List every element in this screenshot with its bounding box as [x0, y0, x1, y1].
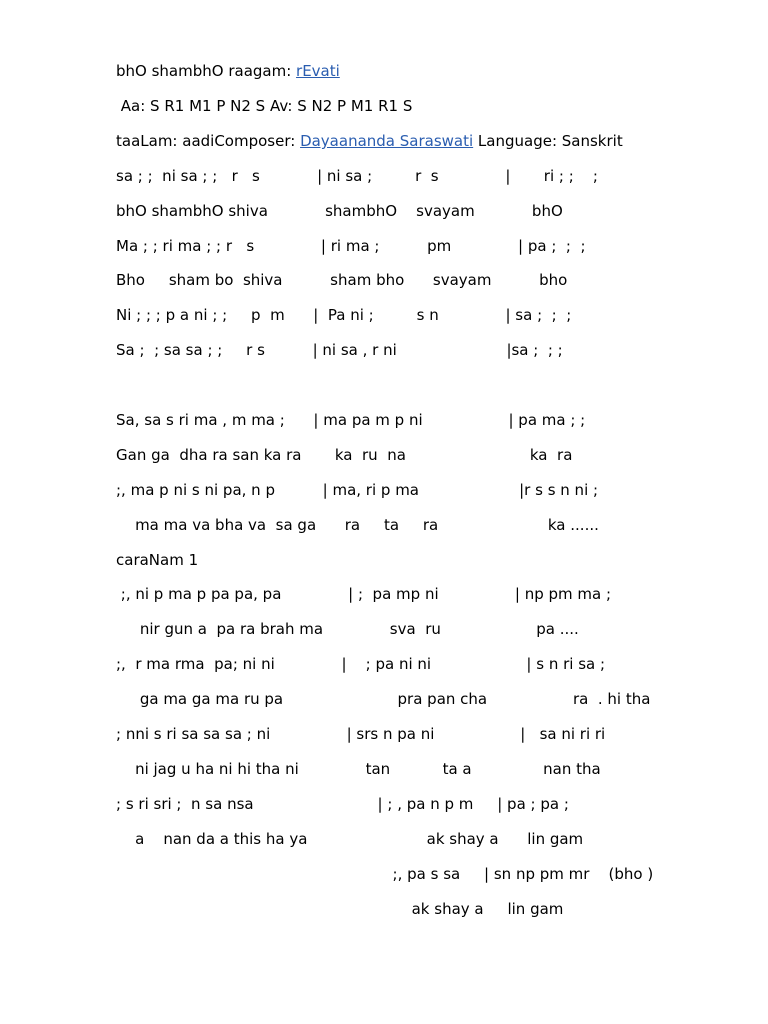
caranam-sahitya-line: ni jag u ha ni hi tha ni tan ta a nan tha	[116, 760, 601, 778]
anupallavi-swara-line: ;, ma p ni s ni pa, n p | ma, ri p ma |r s s n ni ;	[116, 481, 599, 499]
caranam-sahitya-line: ak shay a lin gam	[116, 900, 564, 918]
aa-av-text: Aa: S R1 M1 P N2 S Av: S N2 P M1 R1 S	[120, 97, 413, 115]
pallavi-swara-line: Sa ; ; sa sa ; ; r s | ni sa , r ni |sa ; ; ;	[116, 341, 563, 359]
anupallavi-sahitya-line: Gan ga dha ra san ka ra ka ru na ka ra	[116, 446, 573, 464]
pallavi-swara-line: Ni ; ; ; p a ni ; ; p m | Pa ni ; s n | sa ; ; ;	[116, 306, 572, 324]
title-line	[116, 62, 340, 80]
language-text: Language: Sanskrit	[473, 132, 623, 150]
caranam-sahitya-line: nir gun a pa ra brah ma sva ru pa ....	[116, 620, 579, 638]
taalam-composer-line	[116, 132, 623, 150]
composer-link[interactable]: Dayaananda Saraswati	[300, 132, 474, 150]
caranam-swara-line: ;, pa s sa | sn np pm mr (bho )	[116, 865, 654, 883]
anupallavi-sahitya-line: ma ma va bha va sa ga ra ta ra ka ......	[116, 516, 599, 534]
caranam-sahitya-line: a nan da a this ha ya ak shay a lin gam	[116, 830, 584, 848]
aarohanam-avarohanam-line	[116, 97, 412, 115]
raagam-link[interactable]: rEvati	[296, 62, 340, 80]
caranam-swara-line: ; s ri sri ; n sa nsa | ; , pa n p m | pa ; pa ;	[116, 795, 569, 813]
caranam-swara-line: ; nni s ri sa sa sa ; ni | srs n pa ni | sa ni ri ri	[116, 725, 606, 743]
taalam-prefix: taaLam: aadiComposer:	[116, 132, 301, 150]
pallavi-swara-line: sa ; ; ni sa ; ; r s | ni sa ; r s | ri ; ; ;	[116, 167, 598, 185]
caranam-sahitya-line: ga ma ga ma ru pa pra pan cha ra . hi tha	[116, 690, 651, 708]
title-prefix: bhO shambhO raagam:	[116, 62, 297, 80]
pallavi-swara-line: Ma ; ; ri ma ; ; r s | ri ma ; pm | pa ; ; ;	[116, 237, 586, 255]
caranam-heading: caraNam 1	[116, 551, 199, 569]
pallavi-sahitya-line: bhO shambhO shiva shambhO svayam bhO	[116, 202, 563, 220]
caranam-swara-line: ;, ni p ma p pa pa, pa | ; pa mp ni | np pm ma ;	[116, 585, 612, 603]
caranam-swara-line: ;, r ma rma pa; ni ni | ; pa ni ni | s n ri sa ;	[116, 655, 606, 673]
pallavi-sahitya-line: Bho sham bo shiva sham bho svayam bho	[116, 271, 568, 289]
anupallavi-swara-line: Sa, sa s ri ma , m ma ; | ma pa m p ni | pa ma ; ;	[116, 411, 586, 429]
